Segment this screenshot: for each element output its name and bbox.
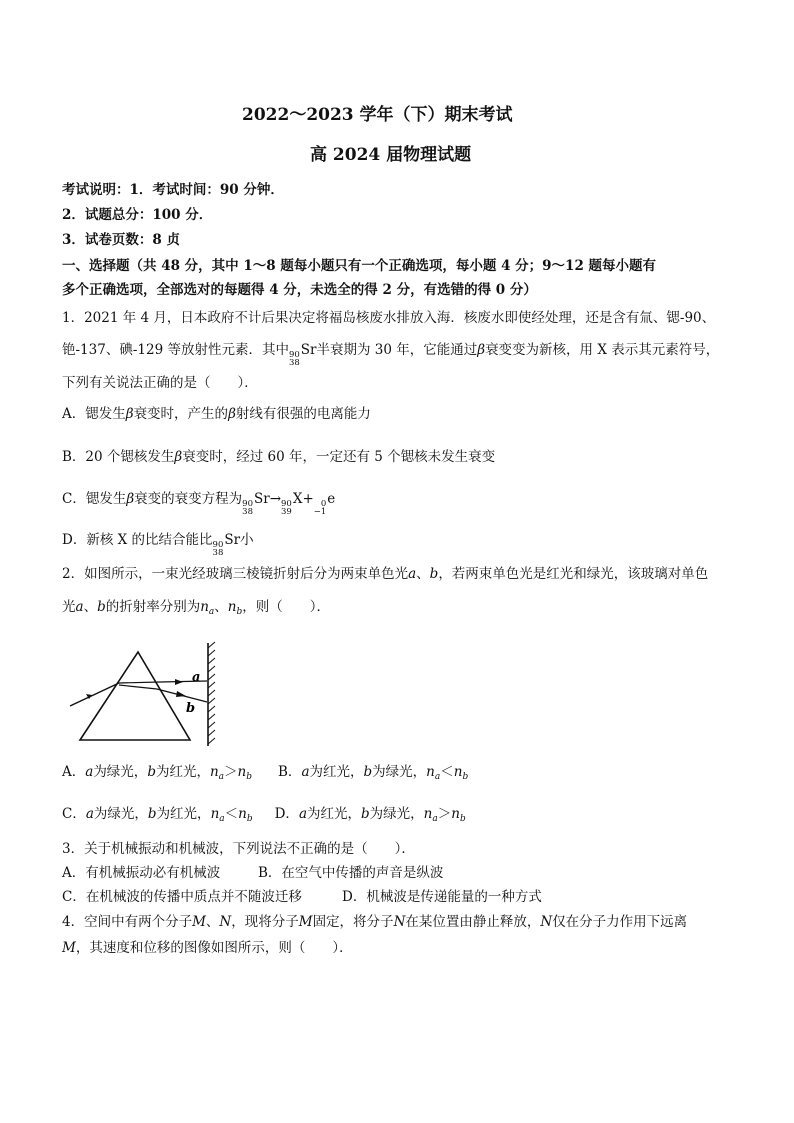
q1-line-3: 下列有关说法正确的是（ ）． bbox=[62, 375, 258, 391]
q2-options-cd: C．a为绿光，b为红光，$n_a<n_b$ D．a为红光，b为绿光，$n_a>n_b$ bbox=[62, 806, 466, 824]
section-heading-line-1: 一、选择题（共 48 分，其中 1～8 题每小题只有一个正确选项，每小题 4 分；9～12 题每小题有 bbox=[62, 258, 657, 274]
q1-option-c: C．锶发生β衰变的衰变方程为 90 38 Sr→ 90 39 X+ 0 −1 e bbox=[62, 491, 336, 517]
q1-option-b: B．20 个锶核发生β衰变时，经过 60 年，一定还有 5 个锶核未发生衰变 bbox=[62, 449, 496, 465]
q3-option-d: D．机械波是传递能量的一种方式 bbox=[342, 889, 542, 905]
ray-label-a: a bbox=[192, 670, 201, 685]
q4-line-2: M，其速度和位移的图像如图所示，则（ ）． bbox=[62, 940, 353, 956]
q1-line-2: 铯-137、碘-129 等放射性元素．其中 90 38 Sr半衰期为 30 年，它能通过β衰变变为新核，用 X 表示其元素符号， bbox=[62, 342, 720, 368]
q2-line-2: 光a、b的折射率分别为$n_a$、$n_b$，则（ ）． bbox=[62, 599, 331, 617]
prism-figure bbox=[62, 638, 232, 750]
note-line-1: 考试说明：1．考试时间：90 分钟． bbox=[62, 182, 284, 198]
q1-option-d: D．新核 X 的比结合能比 90 38 Sr小 bbox=[62, 532, 254, 558]
q3-option-c: C．在机械波的传播中质点并不随波迁移 bbox=[62, 889, 302, 905]
ray-label-b: b bbox=[186, 701, 196, 716]
sr-nuclide: 90 38 Sr bbox=[288, 342, 317, 368]
q3-option-b: B．在空气中传播的声音是纵波 bbox=[258, 865, 444, 881]
note-line-2: 2．试题总分：100 分． bbox=[62, 207, 213, 223]
exam-title: 2022～2023 学年（下）期末考试 bbox=[242, 105, 513, 125]
q2-options-ab: A．a为绿光，b为红光，$n_a>n_b$ B．a为红光，b为绿光，$n_a<n_b$ bbox=[62, 764, 469, 782]
q3-stem: 3．关于机械振动和机械波，下列说法不正确的是（ ）． bbox=[62, 841, 415, 857]
note-line-3: 3．试卷页数：8 贞 bbox=[62, 232, 180, 248]
q1-line-1: 1．2021 年 4 月，日本政府不计后果决定将福岛核废水排放入海．核废水即使经处理，还是含有氚、锶-90、 bbox=[62, 310, 716, 326]
q2-line-1: 2．如图所示，一束光经玻璃三棱镜折射后分为两束单色光a、b，若两束单色光是红光和绿光，该玻璃对单色 bbox=[62, 566, 709, 582]
q3-option-a: A．有机械振动必有机械波 bbox=[62, 865, 221, 881]
section-heading-line-2: 多个正确选项，全部选对的每题得 4 分，未选全的得 2 分，有选错的得 0 分） bbox=[62, 282, 537, 298]
q1-option-a: A．锶发生β衰变时，产生的β射线有很强的电离能力 bbox=[62, 406, 371, 422]
exam-subtitle: 高 2024 届物理试题 bbox=[310, 145, 472, 165]
q4-line-1: 4．空间中有两个分子M、N，现将分子M固定，将分子N在某位置由静止释放，N仅在分子力作用下远离 bbox=[62, 914, 688, 930]
